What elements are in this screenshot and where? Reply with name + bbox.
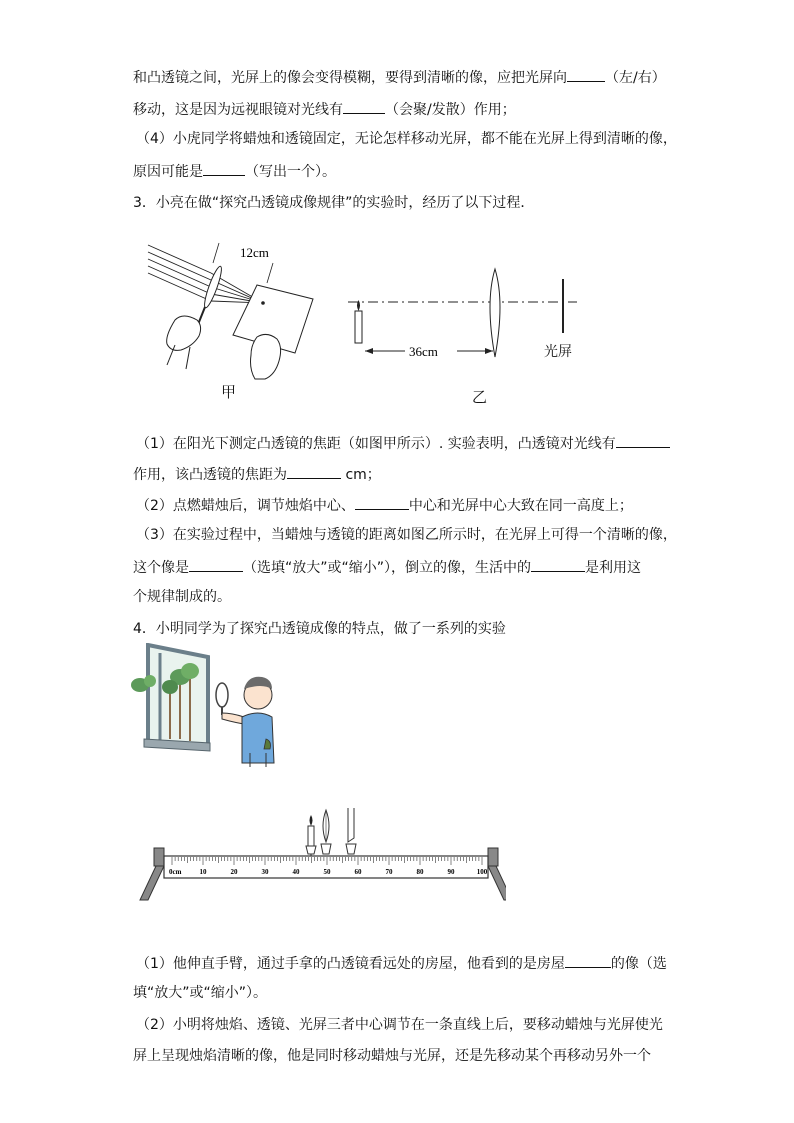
figure-jia-focal-length bbox=[145, 235, 325, 380]
hand-lens bbox=[216, 683, 228, 707]
boy-body bbox=[242, 713, 274, 763]
q3-text: （选填“放大”或“缩小”），倒立的像，生活中的 bbox=[243, 560, 532, 576]
convex-lens bbox=[202, 265, 225, 309]
hand-right bbox=[251, 334, 281, 379]
bench-tick-label: 30 bbox=[261, 868, 269, 876]
q4-item1-b: 填“放大”或“缩小”）。 bbox=[133, 985, 268, 1001]
focal-length-label: 12cm bbox=[240, 245, 269, 260]
lens-on-bench bbox=[321, 810, 331, 854]
q3-stem: 3．小亮在做“探究凸透镜成像规律”的实验时，经历了以下过程． bbox=[133, 195, 535, 211]
answer-blank[interactable] bbox=[565, 952, 611, 968]
q4-item1-a bbox=[136, 952, 667, 974]
window-frame bbox=[148, 645, 208, 747]
q3-text: 作用，该凸透镜的焦距为 bbox=[133, 467, 287, 483]
q3-item1-a bbox=[136, 432, 670, 454]
q4-item2-b: 屏上呈现烛焰清晰的像，他是同时移动蜡烛与光屏，还是先移动某个再移动另外一个 bbox=[133, 1048, 651, 1064]
q3-item3-a: （3）在实验过程中，当蜡烛与透镜的距离如图乙所示时，在光屏上可得一个清晰的像， bbox=[136, 527, 677, 543]
q4-stem: 4．小明同学为了探究凸透镜成像的特点，做了一系列的实验 bbox=[133, 621, 506, 637]
answer-blank[interactable] bbox=[287, 463, 341, 479]
figure-boy-looking-through-lens bbox=[130, 643, 280, 768]
bench-tick-label: 60 bbox=[354, 868, 362, 876]
q2-text: （写出一个）。 bbox=[245, 164, 336, 180]
candle-on-bench bbox=[306, 815, 316, 856]
answer-blank[interactable] bbox=[567, 66, 605, 82]
convex-lens bbox=[490, 269, 500, 357]
q2-item4-b bbox=[133, 160, 336, 182]
answer-blank[interactable] bbox=[616, 432, 670, 448]
q2-line-b bbox=[133, 98, 516, 120]
answer-blank[interactable] bbox=[189, 556, 243, 572]
bench-tick-label: 10 bbox=[199, 868, 207, 876]
answer-blank[interactable] bbox=[343, 98, 385, 114]
bench-tick-label: 0cm bbox=[169, 868, 182, 876]
q2-text: 移动，这是因为远视眼镜对光线有 bbox=[133, 102, 343, 118]
figure-optical-bench bbox=[136, 808, 506, 903]
bench-tick-label: 70 bbox=[385, 868, 393, 876]
q2-text: 和凸透镜之间，光屏上的像会变得模糊，要得到清晰的像，应把光屏向 bbox=[133, 70, 567, 86]
bench-tick-label: 50 bbox=[323, 868, 331, 876]
q3-text: 中心和光屏中心大致在同一高度上； bbox=[408, 498, 633, 514]
q3-text: 这个像是 bbox=[133, 560, 189, 576]
answer-blank[interactable] bbox=[203, 160, 245, 176]
focal-point bbox=[261, 301, 265, 305]
screen-label: 光屏 bbox=[544, 344, 572, 360]
q2-item4-a: （4）小虎同学将蜡烛和透镜固定，无论怎样移动光屏，都不能在光屏上得到清晰的像， bbox=[136, 131, 677, 147]
hand-left bbox=[167, 316, 201, 350]
q4-text: （1）他伸直手臂，通过手拿的凸透镜看远处的房屋，他看到的是房屋 bbox=[136, 956, 565, 972]
bench-tick-label: 40 bbox=[292, 868, 300, 876]
q3-text: （1）在阳光下测定凸透镜的焦距（如图甲所示）. 实验表明，凸透镜对光线有 bbox=[136, 436, 616, 452]
q3-item2 bbox=[136, 494, 633, 516]
q2-text: 原因可能是 bbox=[133, 164, 203, 180]
bench-tick-label: 20 bbox=[230, 868, 238, 876]
bench-tick-label: 90 bbox=[447, 868, 455, 876]
q3-text: 是利用这 bbox=[585, 560, 642, 576]
answer-blank[interactable] bbox=[531, 556, 585, 572]
screen-on-bench bbox=[346, 808, 356, 854]
bench-end-post-left bbox=[154, 848, 164, 866]
q4-item2-a: （2）小明将烛焰、透镜、光屏三者中心调节在一条直线上后，要移动蜡烛与光屏使光 bbox=[136, 1017, 663, 1033]
bench-leg-right bbox=[488, 866, 506, 900]
distance-label: 36cm bbox=[409, 344, 438, 359]
q2-text: （会聚/发散）作用； bbox=[385, 102, 516, 118]
q4-text: 的像（选 bbox=[610, 956, 667, 972]
q3-item3-c: 个规律制成的。 bbox=[133, 589, 231, 605]
bench-tick-label: 100 bbox=[476, 868, 488, 876]
figure-jia-caption: 甲 bbox=[221, 383, 237, 401]
bench-leg-left bbox=[140, 866, 164, 900]
bench-end-post-right bbox=[488, 848, 498, 866]
answer-blank[interactable] bbox=[355, 494, 409, 510]
q3-item1-b bbox=[133, 463, 381, 485]
q3-text: cm； bbox=[341, 467, 381, 483]
q2-line-a bbox=[133, 66, 666, 88]
q2-text: （左/右） bbox=[605, 70, 666, 86]
figure-yi-caption: 乙 bbox=[472, 388, 488, 406]
bench-tick-label: 80 bbox=[416, 868, 424, 876]
candle bbox=[355, 311, 362, 343]
q3-item3-b bbox=[133, 556, 641, 578]
q3-text: （2）点燃蜡烛后，调节烛焰中心、 bbox=[136, 498, 355, 514]
